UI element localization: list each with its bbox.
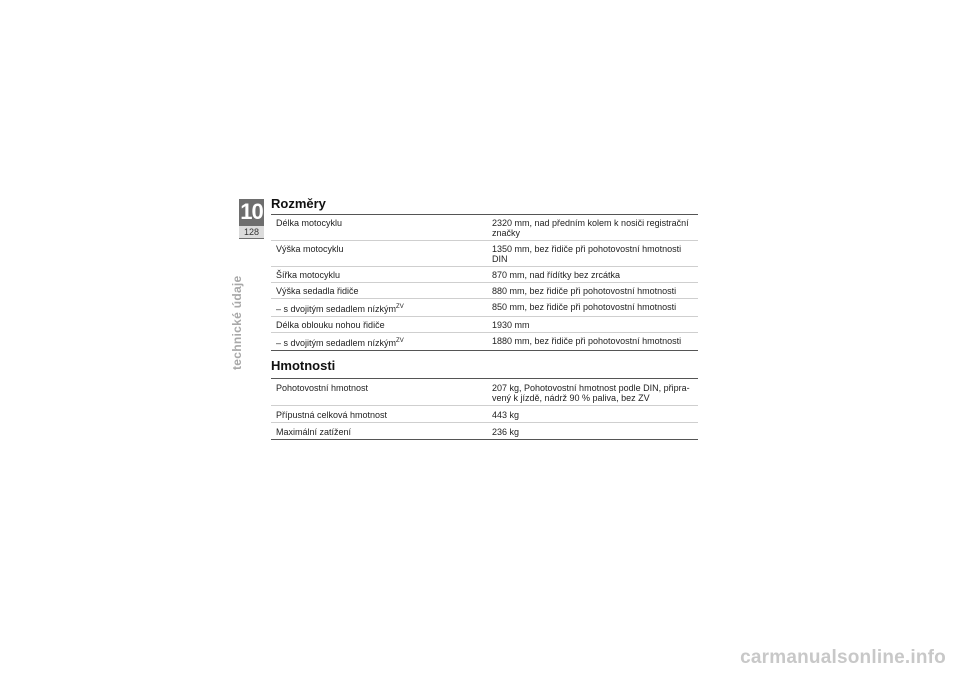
- weights-section: [271, 358, 698, 440]
- row-label-cell: [271, 423, 488, 440]
- row-value-cell: [488, 215, 698, 241]
- row-value-cell: [488, 299, 698, 317]
- row-value: 880 mm, bez řidiče při pohotovostní hmotnosti: [492, 286, 677, 296]
- row-label-cell: [271, 317, 488, 333]
- row-value: 850 mm, bez řidiče při pohotovostní hmotnosti: [492, 302, 677, 312]
- row-label: Výška motocyklu: [276, 244, 344, 254]
- row-value: 1930 mm: [492, 320, 530, 330]
- optional-equipment-mark: ZV: [396, 338, 404, 344]
- row-label-cell: [271, 283, 488, 299]
- row-label-cell: [271, 406, 488, 423]
- row-value: 2320 mm, nad předním kolem k nosiči registrační značky: [492, 218, 689, 238]
- row-value: 870 mm, nad řídítky bez zrcátka: [492, 270, 621, 280]
- row-value-cell: [488, 283, 698, 299]
- row-value: 207 kg, Pohotovostní hmotnost podle DIN, připra- vený k jízdě, nádrž 90 % paliva, bez ZV: [492, 383, 690, 403]
- row-label: Přípustná celková hmotnost: [276, 410, 388, 420]
- weights-table: [271, 378, 698, 440]
- optional-equipment-mark: ZV: [396, 304, 404, 310]
- table-row: [271, 299, 698, 317]
- row-value-cell: [488, 333, 698, 351]
- row-label: – s dvojitým sedadlem nízkým: [276, 304, 397, 314]
- row-label-cell: [271, 379, 488, 406]
- row-label: Výška sedadla řidiče: [276, 286, 359, 296]
- row-label-cell: [271, 299, 488, 317]
- row-value: 1350 mm, bez řidiče při pohotovostní hmotnosti DIN: [492, 244, 682, 264]
- row-value: 1880 mm, bez řidiče při pohotovostní hmotnosti: [492, 336, 682, 346]
- table-row: [271, 423, 698, 440]
- row-label: Délka oblouku nohou řidiče: [276, 320, 385, 330]
- chapter-side-label: technické údaje: [230, 275, 244, 370]
- dimensions-section: [271, 196, 698, 351]
- page-number: 128: [239, 226, 264, 238]
- table-row: [271, 267, 698, 283]
- row-label: Pohotovostní hmotnost: [276, 383, 369, 393]
- table-row: [271, 241, 698, 267]
- chapter-number: 10: [240, 199, 263, 224]
- weights-heading: Hmotnosti: [271, 358, 336, 373]
- row-label: Maximální zatížení: [276, 427, 352, 437]
- weights-table-body: [271, 379, 698, 440]
- row-label-cell: [271, 333, 488, 351]
- table-row: [271, 379, 698, 406]
- table-row: [271, 317, 698, 333]
- dimensions-table-body: [271, 215, 698, 351]
- table-row: [271, 333, 698, 351]
- row-value-cell: [488, 406, 698, 423]
- row-label-cell: [271, 241, 488, 267]
- watermark: carmanualsonline.info: [740, 647, 946, 668]
- row-value: 236 kg: [492, 427, 520, 437]
- table-row: [271, 215, 698, 241]
- row-value-cell: [488, 379, 698, 406]
- row-value-cell: [488, 241, 698, 267]
- row-value-cell: [488, 267, 698, 283]
- row-value-cell: [488, 317, 698, 333]
- row-label: Šířka motocyklu: [276, 270, 341, 280]
- row-value-cell: [488, 423, 698, 440]
- row-label-cell: [271, 215, 488, 241]
- table-row: [271, 406, 698, 423]
- table-row: [271, 283, 698, 299]
- row-label: – s dvojitým sedadlem nízkým: [276, 338, 397, 348]
- dimensions-table: [271, 214, 698, 351]
- dimensions-heading: Rozměry: [271, 196, 326, 211]
- content-area: [271, 196, 698, 440]
- row-value: 443 kg: [492, 410, 520, 420]
- row-label: Délka motocyklu: [276, 218, 343, 228]
- row-label-cell: [271, 267, 488, 283]
